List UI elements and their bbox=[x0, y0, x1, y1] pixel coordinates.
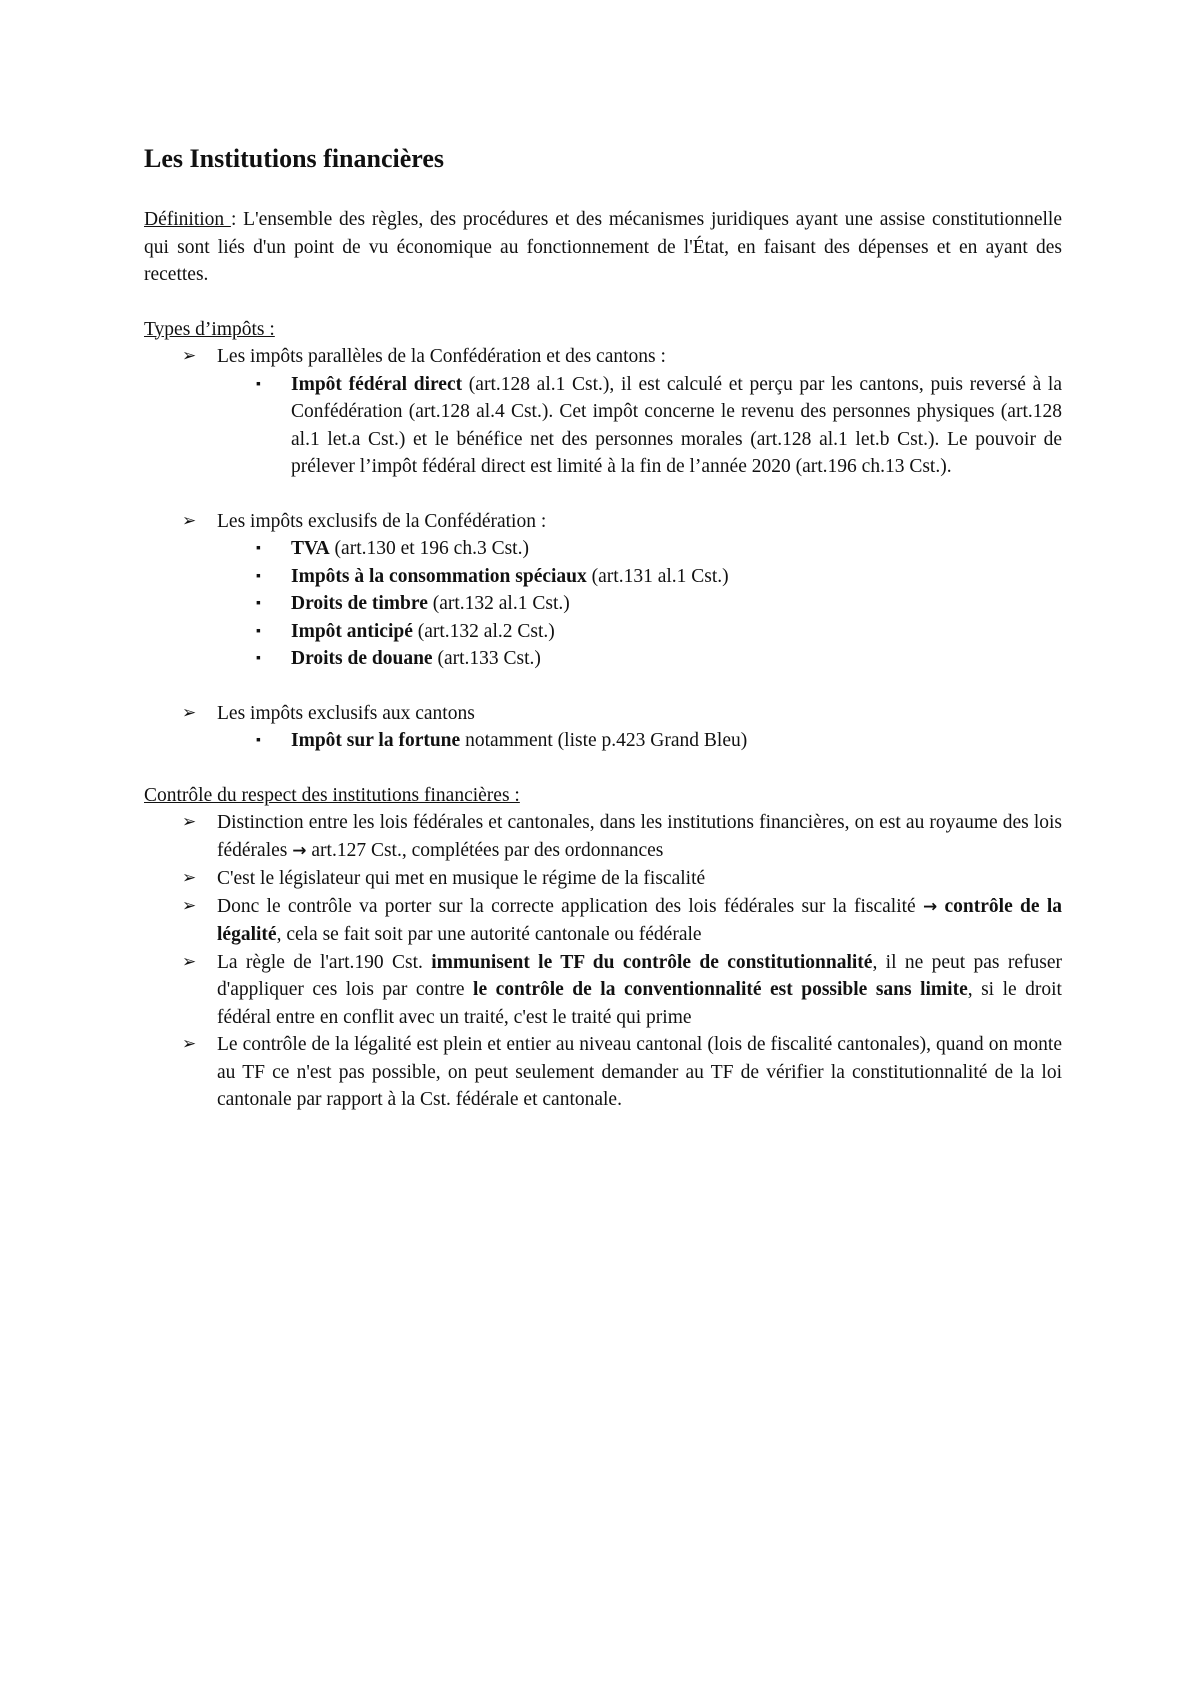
square-bullet-icon: ▪ bbox=[256, 541, 261, 556]
list-item: ➢ Les impôts exclusifs aux cantons bbox=[144, 700, 1062, 728]
check-bullet-icon: ➢ bbox=[182, 812, 197, 832]
list-item: ▪ Impôts à la consommation spéciaux (art.131 al.1 Cst.) bbox=[144, 563, 1062, 591]
list-item: ▪ Impôt anticipé (art.132 al.2 Cst.) bbox=[144, 618, 1062, 646]
square-bullet-icon: ▪ bbox=[256, 596, 261, 611]
list-item: ▪ Impôt sur la fortune notamment (liste p.423 Grand Bleu) bbox=[144, 727, 1062, 755]
check-bullet-icon: ➢ bbox=[182, 1034, 197, 1054]
controle-heading: Contrôle du respect des institutions financières : bbox=[144, 784, 520, 806]
square-bullet-icon: ▪ bbox=[256, 651, 261, 666]
list-item: ➢ Les impôts exclusifs de la Confédération : bbox=[144, 508, 1062, 536]
list-item: ▪ Droits de douane (art.133 Cst.) bbox=[144, 645, 1062, 673]
definition-label: Définition bbox=[144, 209, 231, 230]
definition-paragraph: Définition : L'ensemble des règles, des procédures et des mécanismes juridiques ayant une assise constitutionnelle qui sont liés d'un point de vu économique au fonctionnement de l'État, en faisant des dépenses et en ayant des recettes. bbox=[144, 209, 1062, 285]
list-item: ➢ C'est le législateur qui met en musique le régime de la fiscalité bbox=[144, 865, 1062, 893]
square-bullet-icon: ▪ bbox=[256, 376, 261, 392]
square-bullet-icon: ▪ bbox=[256, 568, 261, 584]
definition-text: L'ensemble des règles, des procédures et des mécanismes juridiques ayant une assise constitutionnelle qui sont liés d'un point de vu économique au fonctionnement de l'État, en faisant des dépenses et en ayant des recettes. bbox=[144, 209, 1062, 285]
list-item: ▪ TVA (art.130 et 196 ch.3 Cst.) bbox=[144, 535, 1062, 563]
arrow-bullet-icon: ➢ bbox=[182, 510, 197, 531]
list-item: ➢ Donc le contrôle va porter sur la correcte application des lois fédérales sur la fiscalité → contrôle de la légalité, cela se fait soit par une autorité cantonale ou fédérale bbox=[144, 893, 1062, 949]
document-body bbox=[144, 142, 1062, 1114]
list-item: ➢ Le contrôle de la légalité est plein et entier au niveau cantonal (lois de fiscalité cantonales), quand on monte au TF ce n'est pas possible, on peut seulement demander au TF de vérifier la constitutionnalité de la loi cantonale par rapport à la Cst. fédérale et cantonale. bbox=[144, 1031, 1062, 1114]
arrow-bullet-icon: ➢ bbox=[182, 346, 197, 366]
check-bullet-icon: ➢ bbox=[182, 868, 197, 888]
list-item: ➢ La règle de l'art.190 Cst. immunisent le TF du contrôle de constitutionnalité, il ne peut pas refuser d'appliquer ces lois par contre le contrôle de la conventionnalité est possible sans limite, si le droit fédéral entre en conflit avec un traité, c'est le traité qui prime bbox=[144, 949, 1062, 1032]
square-bullet-icon: ▪ bbox=[256, 733, 261, 748]
list-item: ➢ Distinction entre les lois fédérales et cantonales, dans les institutions financières, on est au royaume des lois fédérales → art.127 Cst., complétées par des ordonnances bbox=[144, 809, 1062, 865]
page-title: Les Institutions financières bbox=[144, 144, 444, 173]
list-item: ▪ Impôt fédéral direct (art.128 al.1 Cst.), il est calculé et perçu par les cantons, puis reversé à la Confédération (art.128 al.4 Cst.). Cet impôt concerne le revenu des personnes physiques (art.128 al.1 let.a Cst.) et le bénéfice net des personnes morales (art.128 al.1 let.b Cst.). Le pouvoir de prélever l’impôt fédéral direct est limité à la fin de l’année 2020 (art.196 ch.13 Cst.). bbox=[144, 371, 1062, 481]
list-item: ▪ Droits de timbre (art.132 al.1 Cst.) bbox=[144, 590, 1062, 618]
check-bullet-icon: ➢ bbox=[182, 895, 197, 916]
list-item: ➢ Les impôts parallèles de la Confédération et des cantons : bbox=[144, 343, 1062, 371]
check-bullet-icon: ➢ bbox=[182, 951, 197, 972]
arrow-right-icon: → bbox=[292, 840, 307, 861]
types-heading: Types d’impôts : bbox=[144, 318, 275, 340]
square-bullet-icon: ▪ bbox=[256, 623, 261, 639]
arrow-right-icon: → bbox=[922, 896, 938, 917]
arrow-bullet-icon: ➢ bbox=[182, 702, 197, 723]
